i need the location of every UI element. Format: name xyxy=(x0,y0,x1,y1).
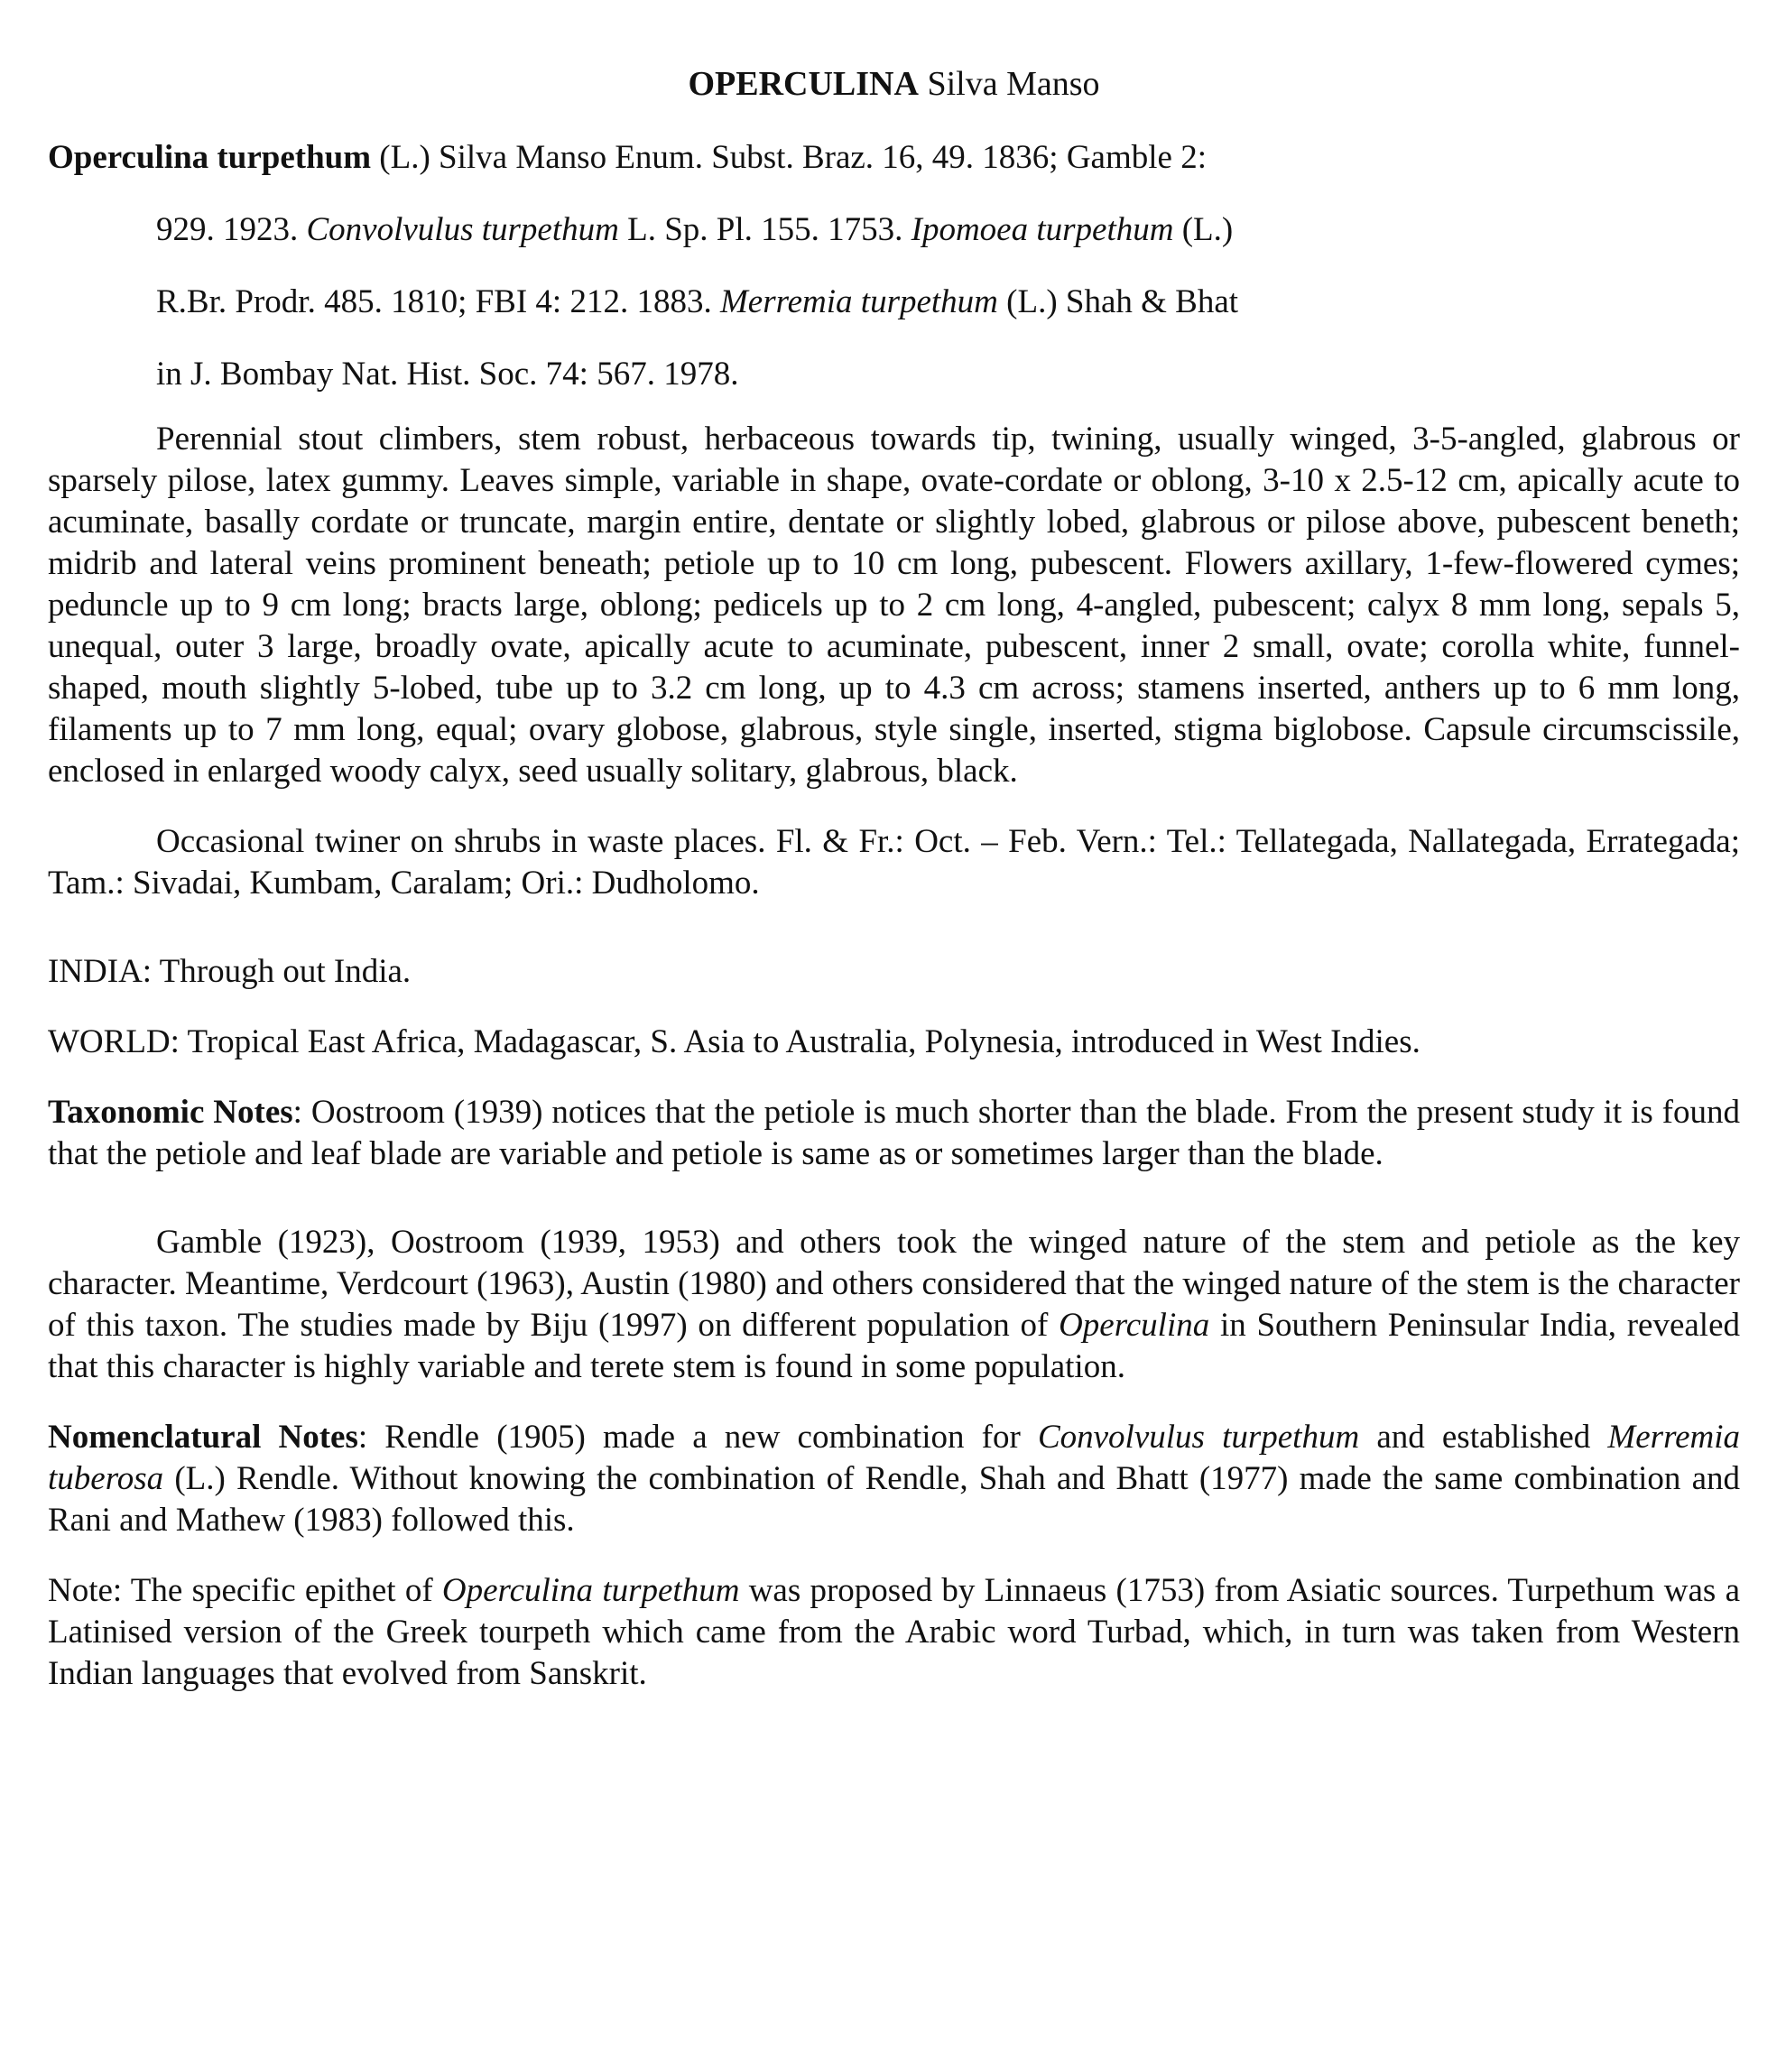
synonym-name: Merremia turpethum xyxy=(719,283,998,320)
citation-text: (L.) Shah & Bhat xyxy=(1006,283,1239,320)
paragraph-text: and established xyxy=(1376,1419,1591,1456)
description-paragraph: Perennial stout climbers, stem robust, herbaceous towards tip, twining, usually winged, 3-5-angled, glabrous or sparsely pilose, latex gummy. Leaves simple, variable in shape, ovate-cordate or oblong, 3-10 x 2.5-12 cm, apically acute to acuminate, basally cordate or truncate, margin entire, dentate or slightly lobed, glabrous or pilose above, pubescent beneth; midrib and lateral veins prominent beneath; petiole up to 10 cm long, pubescent. Flowers axillary, 1-few-flowered cymes; peduncle up to 9 cm long; bracts large, oblong; pedicels up to 2 cm long, 4-angled, pubescent; calyx 8 mm long, sepals 5, unequal, outer 3 large, broadly ovate, apically acute to acuminate, pubescent, inner 2 small, ovate; corolla white, funnel-shaped, mouth slightly 5-lobed, tube up to 3.2 cm long, up to 4.3 cm across; stamens inserted, anthers up to 6 mm long, filaments up to 7 mm long, equal; ovary globose, glabrous, style single, inserted, stigma biglobose. Capsule circumscissile, enclosed in enlarged woody calyx, seed usually solitary, glabrous, black. xyxy=(48,421,1740,790)
citation-text: R.Br. Prodr. 485. 1810; FBI 4: 212. 1883. xyxy=(156,283,712,320)
nomenclatural-notes xyxy=(48,1417,1740,1541)
paragraph-text: was proposed by Linnaeus (1753) from Asiatic sources. Turpethum was a Latinised version of the Greek tourpeth which came from the Arabic word Turbad, which, in turn was taken from Western Indian languages that evolved from Sanskrit. xyxy=(48,1572,1741,1692)
distribution-india: INDIA: Through out India. xyxy=(48,953,412,990)
citation-line-1 xyxy=(48,137,1740,179)
paragraph-text: Gamble (1923), Oostroom (1939, 1953) and others took the winged nature of the stem and petiole as the key character. Meantime, Verdcourt (1963), Austin (1980) and others considered that the winged nature of the stem is the character of this taxon. The studies made by Biju (1997) on different population of xyxy=(48,1224,1740,1344)
species-reference: Operculina turpethum xyxy=(441,1572,740,1609)
genus-reference: Operculina xyxy=(1059,1307,1210,1344)
citation-text: (L.) xyxy=(1181,211,1234,248)
citation-text: L. Sp. Pl. 155. 1753. xyxy=(627,211,903,248)
etymology-note xyxy=(48,1570,1740,1695)
genus-heading xyxy=(48,61,1740,106)
taxonomic-notes-label: Taxonomic Notes xyxy=(48,1094,293,1131)
citation-text: 929. 1923. xyxy=(156,211,299,248)
paragraph-text: : Rendle (1905) made a new combination for xyxy=(357,1419,1021,1456)
ecology-paragraph: Occasional twiner on shrubs in waste places. Fl. & Fr.: Oct. – Feb. Vern.: Tel.: Tellategada, Nallategada, Errategada; Tam.: Sivadai, Kumbam, Caralam; Ori.: Dudholomo. xyxy=(48,823,1740,902)
paragraph-text: (L.) Rendle. Without knowing the combination of Rendle, Shah and Bhatt (1977) made the same combination and Rani and Mathew (1983) followed this. xyxy=(48,1460,1741,1539)
synonym-name: Ipomoea turpethum xyxy=(911,211,1174,248)
paragraph-text: Note: The specific epithet of xyxy=(48,1572,433,1609)
citation-line-4: in J. Bombay Nat. Hist. Soc. 74: 567. 1978. xyxy=(156,356,739,393)
citation-line-3 xyxy=(156,282,1740,323)
synonym-name: Convolvulus turpethum xyxy=(306,211,619,248)
citation-line-1-text: (L.) Silva Manso Enum. Subst. Braz. 16, 49. 1836; Gamble 2: xyxy=(379,139,1207,176)
citation-line-2 xyxy=(156,209,1740,251)
genus-name: OPERCULINA xyxy=(688,65,919,103)
nomenclatural-notes-label: Nomenclatural Notes xyxy=(48,1419,358,1456)
distribution-world: WORLD: Tropical East Africa, Madagascar, S. Asia to Australia, Polynesia, introduced in West Indies. xyxy=(48,1023,1420,1060)
document-page xyxy=(48,61,1740,1695)
character-discussion-paragraph xyxy=(48,1222,1740,1388)
paragraph-text: in Southern Peninsular India, revealed that this character is highly variable and terete stem is found in some population. xyxy=(48,1307,1741,1385)
taxonomic-notes xyxy=(48,1092,1740,1175)
genus-author: Silva Manso xyxy=(927,65,1100,103)
taxonomic-notes-text: : Oostroom (1939) notices that the petiole is much shorter than the blade. From the present study it is found that the petiole and leaf blade are variable and petiole is same as or sometimes larger than the blade. xyxy=(48,1094,1740,1172)
species-name: Operculina turpethum xyxy=(48,139,372,176)
species-reference: Merremia tuberosa xyxy=(48,1419,1741,1497)
species-reference: Convolvulus turpethum xyxy=(1037,1419,1360,1456)
